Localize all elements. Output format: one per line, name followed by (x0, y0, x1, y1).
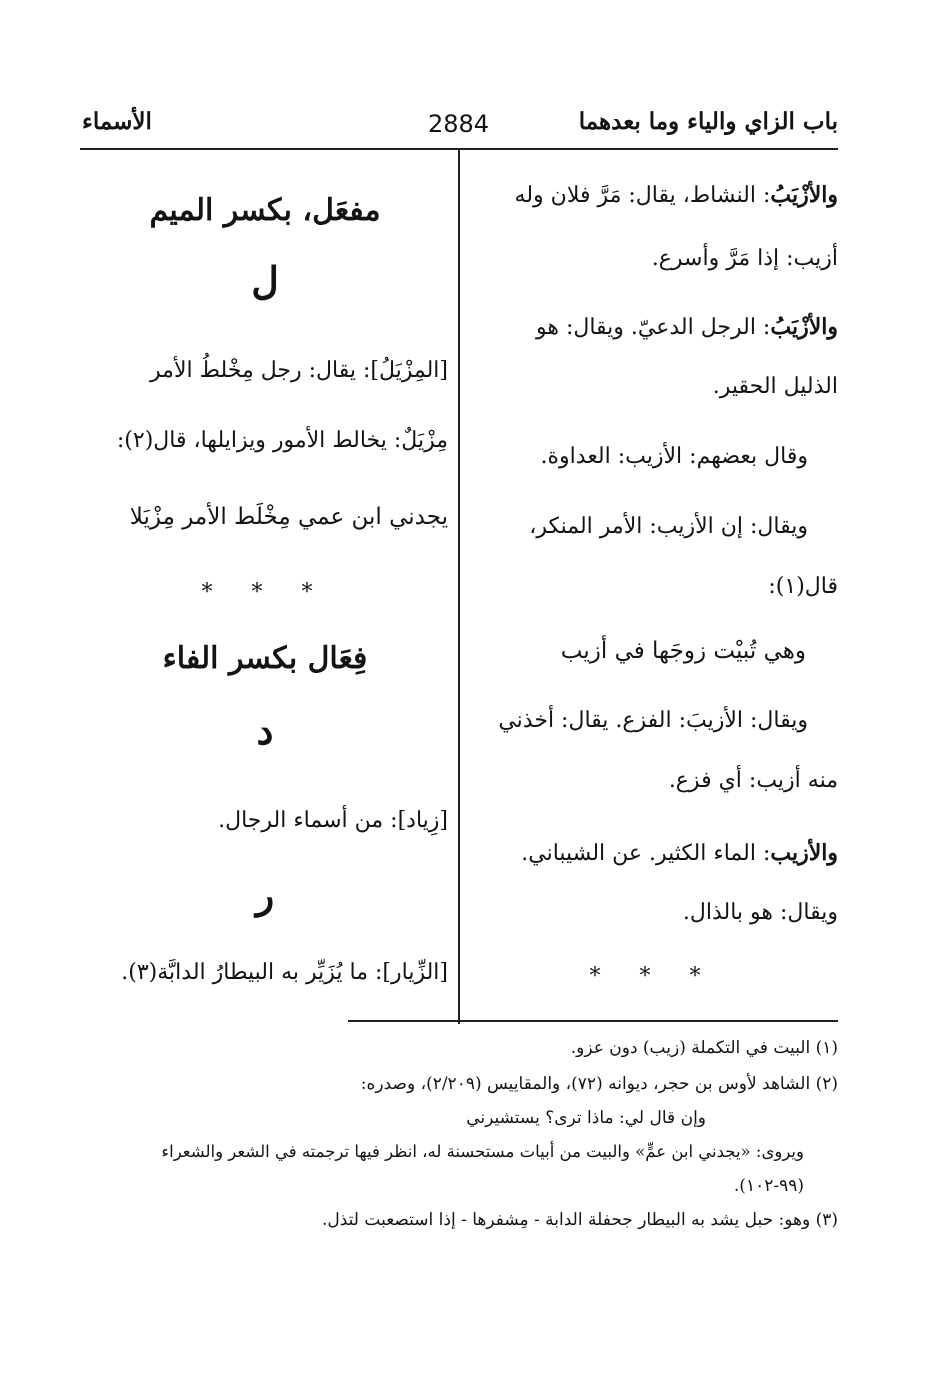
entry-line: [المِزْيَلُ]: يقال: رجل مِخْلطُ الأمر (150, 358, 448, 383)
entry-line: وقال بعضهم: الأزيب: العداوة. (540, 444, 808, 469)
left-column (82, 0, 448, 1020)
entry-line: قال(١): (768, 574, 838, 599)
entry-line: أزيب: إذا مَرَّ وأسرع. (651, 246, 838, 271)
section-heading: مفعَل، بكسر الميم (149, 193, 381, 228)
footnote-2-verse: وإن قال لي: ماذا ترى؟ يستشيرني (466, 1108, 706, 1128)
section-heading: فِعَال بكسر الفاء (162, 641, 368, 676)
entry-line: والأزْيَبُ: النشاط، يقال: مَرَّ فلان وله (514, 182, 838, 208)
entry-line: ويقال: هو بالذال. (682, 900, 838, 925)
entry-line: والأزيب: الماء الكثير. عن الشيباني. (521, 840, 838, 866)
running-header-chapter: باب الزاي والياء وما بعدهما (578, 108, 838, 135)
verse-line: يجدني ابن عمي مِخْلَط الأمر مِزْيَلا (129, 504, 448, 530)
right-column (468, 0, 838, 1020)
entry-line: منه أزيب: أي فزع. (668, 768, 838, 793)
section-divider-stars: * * * (201, 580, 329, 605)
footnote-2-note: ويروى: «يجدني ابن عمٍّ» والبيت من أبيات مستحسنة له، انظر فيها ترجمته في الشعر والشعراء (161, 1142, 804, 1161)
letter-heading: ل (251, 258, 279, 303)
entry-line: [الزِّيار]: ما يُزَيِّر به البيطارُ الدابَّة(٣). (121, 960, 448, 985)
footnote-rule (348, 1020, 838, 1022)
entry-line: ويقال: الأزيبَ: الفزع. يقال: أخذني (498, 708, 808, 733)
verse-line: وهي تُبيْت زوجَها في أزيب (560, 638, 806, 664)
entry-line: مِزْيَلٌ: يخالط الأمور ويزايلها، قال(٢): (116, 428, 448, 453)
footnote-2: (٢) الشاهد لأوس بن حجر، ديوانه (٧٢)، والمقاييس (٢/٢٠٩)، وصدره: (360, 1074, 838, 1094)
running-header-section: الأسماء (82, 108, 152, 135)
footnote-1: (١) البيت في التكملة (زيب) دون عزو. (570, 1038, 838, 1058)
entry-line: [زِياد]: من أسماء الرجال. (218, 808, 448, 833)
section-divider-stars: * * * (589, 964, 717, 989)
entry-line: والأزْيَبُ: الرجل الدعيّ. ويقال: هو (535, 314, 838, 340)
footnote-3: (٣) وهو: حبل يشد به البيطار جحفلة الدابة - مِشفرها - إذا استصعبت لتذل. (322, 1210, 838, 1230)
footnote-2-note-cont: (٩٩-١٠٢). (733, 1176, 804, 1196)
page-number: 2884 (428, 110, 490, 138)
entry-line: ويقال: إن الأزيب: الأمر المنكر، (529, 514, 808, 539)
letter-heading: د (256, 708, 274, 753)
entry-line: الذليل الحقير. (712, 374, 838, 399)
column-separator (458, 150, 460, 1024)
letter-heading: ر (255, 872, 275, 917)
